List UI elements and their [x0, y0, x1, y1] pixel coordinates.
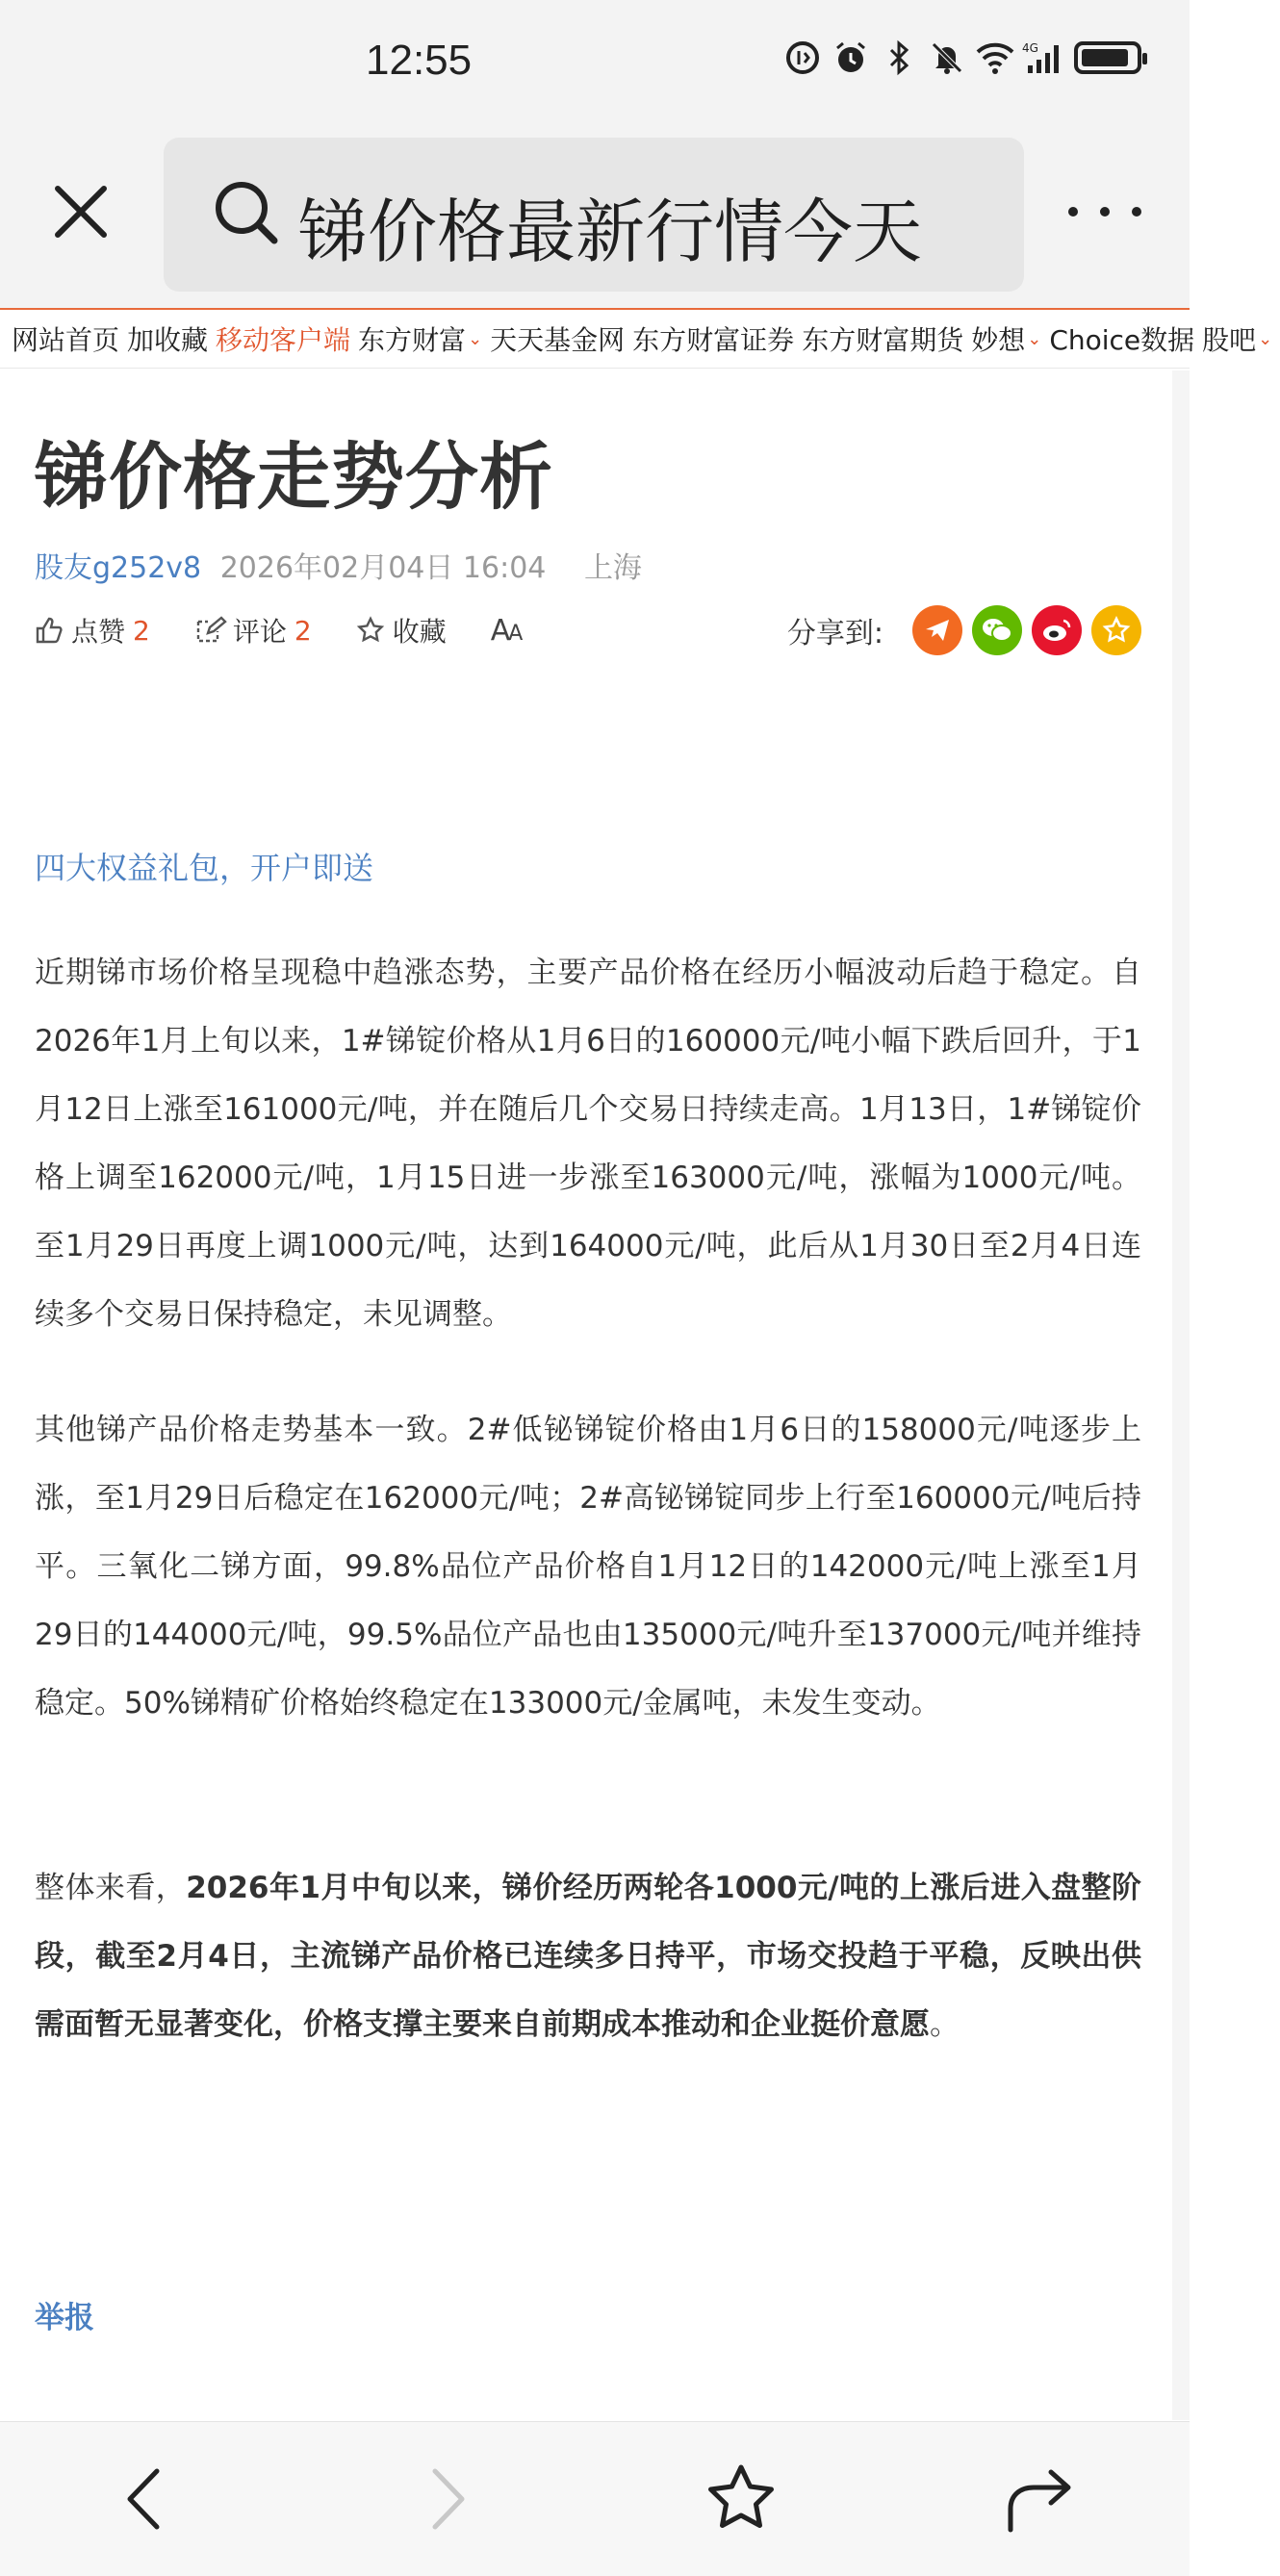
author-link[interactable]: 股友g252v8: [35, 551, 202, 585]
paper-plane-icon: [923, 616, 952, 645]
publish-datetime: 2026年02月04日 16:04: [219, 551, 547, 585]
share-button[interactable]: [1001, 2461, 1078, 2538]
comment-button[interactable]: 评论 2: [194, 611, 312, 650]
favorite-button[interactable]: 收藏: [356, 611, 447, 650]
nav-item-choice[interactable]: Choice数据: [1049, 324, 1195, 356]
star-icon: [1102, 616, 1131, 645]
share-arrow-icon: [1003, 2462, 1076, 2536]
edit-icon: [194, 616, 225, 645]
font-size-button[interactable]: [491, 614, 522, 648]
back-button[interactable]: [106, 2461, 183, 2538]
status-icons: [785, 40, 1141, 75]
battery-icon: [1074, 41, 1141, 74]
close-button[interactable]: [50, 181, 112, 242]
article-paragraph: 近期锑市场价格呈现稳中趋涨态势，主要产品价格在经历小幅波动后趋于稳定。自2026年1月上旬以来，1#锑锭价格从1月6日的160000元/吨小幅下跌后回升，于1月12日上涨至161000元/吨，并在随后几个交易日持续走高。1月13日，1#锑锭价格上调至162000元/吨，1月15日进一步涨至163000元/吨，涨幅为1000元/吨。至1月29日再度上调1000元/吨，达到164000元/吨，此后从1月30日至2月4日连续多个交易日保持稳定，未见调整。: [35, 956, 1141, 1332]
data-saver-icon: [785, 40, 820, 75]
nav-item-mobile-client[interactable]: 移动客户端: [216, 324, 351, 356]
article-paragraph: 其他锑产品价格走势基本一致。2#低铋锑锭价格由1月6日的158000元/吨逐步上涨，至1月29日后稳定在162000元/吨；2#高铋锑锭同步上行至160000元/吨后持平。三氧化二锑方面，99.8%品位产品价格自1月12日的142000元/吨上涨至1月29日的144000元/吨，99.5%品位产品也由135000元/吨升至137000元/吨并维持稳定。50%锑精矿价格始终稳定在133000元/金属吨，未发生变动。: [35, 1413, 1141, 1721]
article-meta: [35, 544, 642, 586]
share-bar: [787, 605, 1141, 655]
nav-item-futures[interactable]: 东方财富期货: [802, 324, 964, 356]
nav-item-eastmoney[interactable]: 东方财富 ⌄: [358, 324, 483, 356]
close-icon: [50, 181, 112, 242]
browser-bottom-bar: [0, 2421, 1190, 2576]
summary-bold-text: 2026年1月中旬以来，锑价经历两轮各1000元/吨的上涨后进入盘整阶段，截至2月4日，主流锑产品价格已连续多日持平，市场交投趋于平稳，反映出供需面暂无显著变化，价格支撑主要来自前期成本推动和企业挺价意愿: [35, 1871, 1142, 2042]
alarm-icon: [833, 40, 868, 75]
weibo-icon: [1040, 616, 1073, 645]
location: 上海: [583, 551, 642, 585]
star-outline-icon: [356, 616, 385, 645]
font-size-icon: AA: [490, 613, 522, 648]
promo-link[interactable]: 四大权益礼包，开户即送: [35, 850, 374, 886]
star-icon: [704, 2461, 779, 2537]
wechat-icon: [981, 616, 1013, 645]
wifi-icon: [978, 40, 1012, 75]
article-title: 锑价格走势分析: [35, 434, 553, 520]
search-header: [0, 135, 1190, 308]
share-telegram-button[interactable]: [912, 605, 962, 655]
scroll-edge: [1172, 370, 1190, 2420]
like-count: 2: [133, 614, 150, 647]
nav-item-guba[interactable]: 股吧 ⌄: [1202, 324, 1273, 356]
bluetooth-icon: [882, 40, 916, 75]
chevron-down-icon: ⌄: [1027, 328, 1042, 349]
comment-count: 2: [294, 614, 312, 647]
chevron-right-icon: [423, 2465, 472, 2533]
mute-icon: [930, 40, 964, 75]
nav-item-home[interactable]: 网站首页: [12, 324, 120, 356]
site-nav: [0, 308, 1273, 369]
article-paragraph-summary: 整体来看，2026年1月中旬以来，锑价经历两轮各1000元/吨的上涨后进入盘整阶段，截至2月4日，主流锑产品价格已连续多日持平，市场交投趋于平稳，反映出供需面暂无显著变化，价格支撑主要来自前期成本推动和企业挺价意愿。: [35, 1871, 1142, 2042]
more-dots-icon: [1068, 207, 1078, 217]
report-link[interactable]: 举报: [35, 2301, 94, 2335]
share-weibo-button[interactable]: [1032, 605, 1082, 655]
chevron-left-icon: [120, 2465, 168, 2533]
svg-text:4G: 4G: [1022, 41, 1038, 55]
nav-item-miaoxiang[interactable]: 妙想 ⌄: [971, 324, 1042, 356]
nav-item-fund[interactable]: 天天基金网: [490, 324, 626, 356]
search-input[interactable]: [164, 138, 1024, 292]
share-label: 分享到:: [786, 617, 883, 650]
search-query: 锑价格最新行情今天: [298, 191, 923, 272]
chevron-down-icon: ⌄: [468, 328, 483, 349]
signal-4g-icon: [1022, 40, 1061, 75]
search-icon: [212, 178, 281, 247]
bookmark-button[interactable]: [703, 2461, 780, 2538]
nav-item-bookmark[interactable]: 加收藏: [127, 324, 209, 356]
more-options-button[interactable]: [1068, 202, 1141, 221]
share-favorite-button[interactable]: [1091, 605, 1141, 655]
status-bar: [0, 0, 1190, 135]
like-button[interactable]: 点赞 2: [35, 611, 150, 650]
nav-item-securities[interactable]: 东方财富证券: [632, 324, 795, 356]
thumbs-up-icon: [35, 616, 64, 645]
status-time: 12:55: [366, 37, 473, 84]
chevron-down-icon: ⌄: [1258, 328, 1273, 349]
article-actions: [35, 611, 565, 650]
forward-button[interactable]: [409, 2461, 486, 2538]
share-wechat-button[interactable]: [972, 605, 1022, 655]
